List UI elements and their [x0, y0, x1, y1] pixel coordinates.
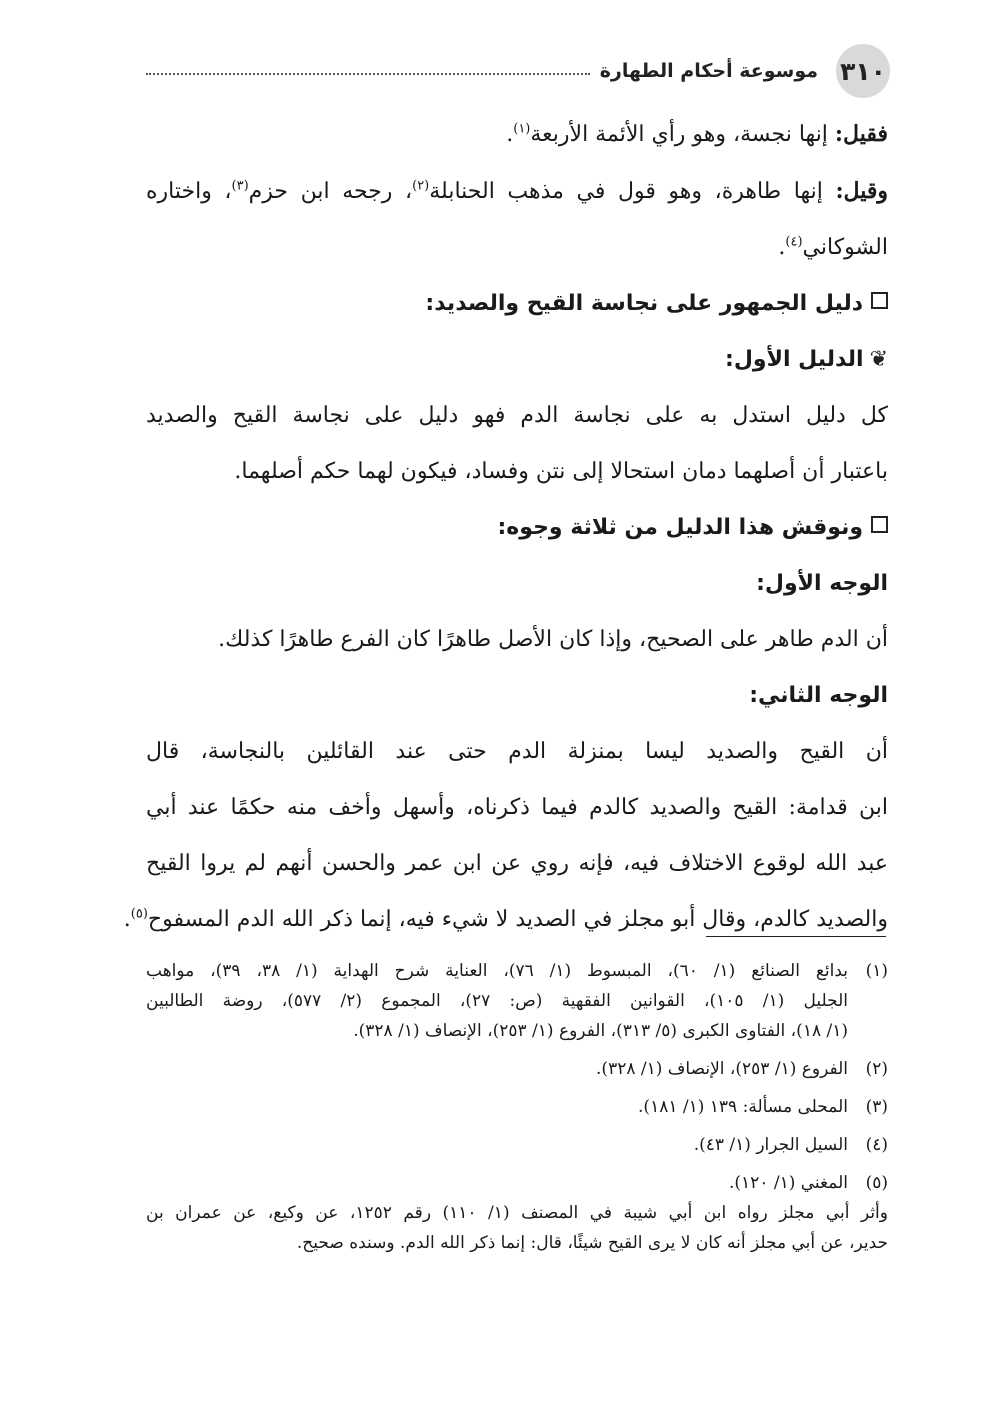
footnote-line: المغني (١/ ١٢٠).: [728, 1173, 848, 1193]
square-outline-icon: [871, 516, 888, 533]
subheading-second-aspect: الوجه الثاني:: [749, 683, 888, 708]
footnote-line: المحلى مسألة: ١٣٩ (١/ ١٨١).: [638, 1097, 848, 1117]
paragraph-line: ابن قدامة: القيح والصديد كالدم فيما ذكرناه، وأسهل وأخف منه حكمًا عند أبي: [146, 795, 888, 820]
subheading-first-evidence: ❦الدليل الأول:: [146, 332, 888, 388]
footnote-4: [146, 1130, 888, 1160]
footnote-ref: (٤): [785, 234, 803, 250]
footnote-line: بدائع الصنائع (١/ ٦٠)، المبسوط (١/ ٧٦)، العناية شرح الهداية (١/ ٣٨، ٣٩)، مواهب: [146, 961, 848, 981]
square-outline-icon: [871, 292, 888, 309]
paragraph-line: باعتبار أن أصلهما دمان استحالا إلى نتن وفساد، فيكون لهما حكم أصلهما.: [234, 459, 888, 484]
paragraph-line: كل دليل استدل به على نجاسة الدم فهو دليل على نجاسة القيح والصديد: [146, 403, 888, 428]
paragraph-opinion-2-line-1: وقيل: إنها طاهرة، وهو قول في مذهب الحنابلة$^{(٢)}$، رجحه ابن حزم$^{(٣)}$، واختاره: [146, 178, 888, 204]
footnote-2: [146, 1054, 888, 1084]
header-dotted-rule: [146, 73, 590, 75]
paragraph-opinion-2-line-2: الشوكاني$^{(٤)}$.: [778, 234, 888, 260]
footnote-1: [146, 956, 888, 1046]
footnote-ref: (١): [513, 121, 531, 137]
footnote-5-continuation: وأثر أبي مجلز رواه ابن أبي شيبة في المصنف (١/ ١١٠) رقم ١٢٥٢، عن وكيع، عن عمران بن: [146, 1203, 888, 1223]
lead-word: وقيل:: [835, 178, 888, 204]
footnote-5: [146, 1168, 888, 1198]
footnote-number: (٢): [865, 1059, 888, 1079]
footnote-ref: (٣): [231, 178, 249, 194]
footnote-ref: (٢): [412, 178, 430, 194]
paragraph-opinion-1: فقيل: إنها نجسة، وهو رأي الأئمة الأربعة$^{(١)}$.: [506, 121, 888, 147]
footnotes: [146, 956, 888, 1258]
footnote-3: [146, 1092, 888, 1122]
paragraph-line: أن الدم طاهر على الصحيح، وإذا كان الأصل طاهرًا كان الفرع طاهرًا كذلك.: [218, 627, 888, 652]
footnote-number: (٣): [865, 1097, 888, 1117]
footnote-ref: (٥): [130, 906, 148, 922]
footnote-line: السيل الجرار (١/ ٤٣).: [693, 1135, 848, 1155]
lead-word: فقيل:: [834, 121, 888, 147]
book-title: موسوعة أحكام الطهارة: [599, 60, 818, 82]
leaf-ornament-icon: ❦: [869, 347, 888, 372]
paragraph-line: والصديد كالدم، وقال أبو مجلز في الصديد لا شيء فيه، إنما ذكر الله الدم المسفوح$^{(٥)}$.: [123, 906, 888, 932]
running-header: [146, 56, 828, 86]
footnote-line: الفروع (١/ ٢٥٣)، الإنصاف (١/ ٣٢٨).: [596, 1059, 848, 1079]
footnote-line: الجليل (١/ ١٠٥)، القوانين الفقهية (ص: ٢٧)، المجموع (٢/ ٥٧٧)، روضة الطالبين: [146, 991, 848, 1011]
footnote-line: (١/ ١٨)، الفتاوى الكبرى (٥/ ٣١٣)، الفروع (١/ ٢٥٣)، الإنصاف (١/ ٣٢٨).: [353, 1021, 848, 1041]
footnote-number: (٤): [865, 1135, 888, 1155]
section-heading: دليل الجمهور على نجاسة القيح والصديد:: [146, 276, 888, 332]
main-text: [123, 106, 888, 948]
subheading-first-aspect: الوجه الأول:: [756, 571, 888, 596]
footnote-separator: [706, 936, 886, 937]
footnote-number: (١): [865, 961, 888, 981]
paragraph-line: عبد الله لوقوع الاختلاف فيه، فإنه روي عن ابن عمر والحسن أنهم لم يروا القيح: [146, 851, 888, 876]
footnote-5-continuation: حدير، عن أبي مجلز أنه كان لا يرى القيح شيئًا، قال: إنما ذكر الله الدم. وسنده صحيح.: [296, 1233, 888, 1253]
paragraph-line: أن القيح والصديد ليسا بمنزلة الدم حتى عند القائلين بالنجاسة، قال: [146, 739, 888, 764]
page-number: ٣١٠: [836, 44, 890, 98]
footnote-number: (٥): [865, 1173, 888, 1193]
section-heading: ونوقش هذا الدليل من ثلاثة وجوه:: [146, 500, 888, 556]
